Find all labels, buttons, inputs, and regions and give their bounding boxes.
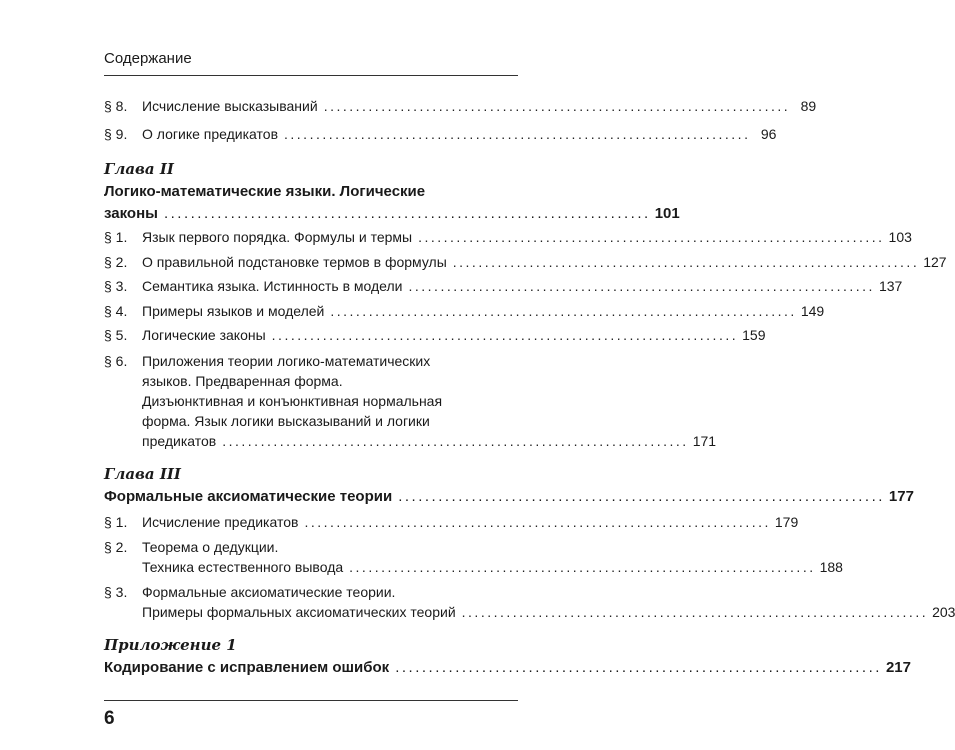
section-number: § 5. bbox=[104, 327, 128, 343]
toc-entry-ch2-section-3[interactable] bbox=[104, 276, 903, 296]
toc-entry-chapter-3[interactable] bbox=[104, 486, 914, 508]
section-title-line: Техника естественного вывода bbox=[142, 559, 344, 575]
section-number: § 8. bbox=[104, 98, 128, 114]
page-ref: 159 bbox=[742, 327, 766, 343]
page-ref: 149 bbox=[800, 303, 825, 319]
chapter-title-line: законы bbox=[104, 205, 158, 222]
section-title: Исчисление высказываний bbox=[142, 98, 318, 114]
section-number: § 2. bbox=[104, 539, 128, 555]
section-title: Язык первого порядка. Формулы и термы bbox=[142, 229, 413, 245]
header-title: Содержание bbox=[104, 50, 192, 67]
page-ref: 127 bbox=[923, 254, 947, 270]
toc-entry-chapter-2[interactable] bbox=[104, 181, 680, 225]
page-ref: 137 bbox=[878, 278, 903, 294]
toc-entry-ch2-section-5[interactable] bbox=[104, 325, 766, 345]
chapter-3-label: Глава III bbox=[104, 465, 181, 483]
toc-entry-ch2-section-6[interactable] bbox=[104, 351, 717, 451]
toc-entry-ch2-section-4[interactable] bbox=[104, 301, 825, 321]
chapter-2-label: Глава II bbox=[104, 160, 174, 178]
dot-leader: ......................................................................... bbox=[222, 433, 689, 449]
section-title-line: предикатов bbox=[142, 433, 217, 449]
dot-leader: ......................................................................... bbox=[418, 229, 885, 245]
chapter-title: Формальные аксиоматические теории bbox=[104, 488, 393, 505]
section-number: § 3. bbox=[104, 278, 128, 294]
page-ref: 171 bbox=[692, 433, 717, 449]
section-title-line: форма. Язык логики высказываний и логики bbox=[142, 413, 430, 429]
footer-rule bbox=[104, 700, 518, 701]
section-number: § 3. bbox=[104, 584, 128, 600]
header-rule bbox=[104, 75, 518, 76]
toc-entry-ch3-section-2[interactable] bbox=[104, 537, 843, 577]
dot-leader: ......................................................................... bbox=[349, 559, 816, 575]
section-title: Исчисление предикатов bbox=[142, 514, 299, 530]
section-title-line: Дизъюнктивная и конъюнктивная нормальная bbox=[142, 393, 443, 409]
page-ref: 217 bbox=[885, 659, 911, 676]
page-ref: 188 bbox=[819, 559, 843, 575]
page-ref: 89 bbox=[800, 98, 817, 114]
dot-leader: ......................................................................... bbox=[304, 514, 771, 530]
dot-leader: ......................................................................... bbox=[163, 205, 651, 222]
dot-leader: ......................................................................... bbox=[398, 488, 885, 505]
page-ref: 101 bbox=[654, 205, 680, 222]
section-number: § 9. bbox=[104, 126, 128, 142]
dot-leader: ......................................................................... bbox=[330, 303, 797, 319]
toc-entry-section-9[interactable] bbox=[104, 124, 777, 144]
section-title: Семантика языка. Истинность в модели bbox=[142, 278, 403, 294]
section-title-line: Формальные аксиоматические теории. bbox=[142, 584, 396, 600]
dot-leader: ......................................................................... bbox=[271, 327, 739, 343]
page-ref: 96 bbox=[760, 126, 777, 142]
appendix-title: Кодирование с исправлением ошибок bbox=[104, 659, 390, 676]
appendix-1-label: Приложение 1 bbox=[104, 636, 237, 654]
dot-leader: ......................................................................... bbox=[395, 659, 882, 676]
section-number: § 1. bbox=[104, 229, 128, 245]
page-ref: 179 bbox=[774, 514, 799, 530]
section-number: § 1. bbox=[104, 514, 128, 530]
dot-leader: ......................................................................... bbox=[461, 604, 929, 620]
section-title: О логике предикатов bbox=[142, 126, 279, 142]
section-title: О правильной подстановке термов в формулы bbox=[142, 254, 447, 270]
toc-entry-ch2-section-1[interactable] bbox=[104, 227, 912, 247]
toc-entry-appendix-1[interactable] bbox=[104, 657, 911, 679]
chapter-title-line: Логико-математические языки. Логические bbox=[104, 183, 426, 200]
toc-entry-ch3-section-3[interactable] bbox=[104, 582, 955, 622]
dot-leader: ......................................................................... bbox=[408, 278, 875, 294]
page-ref: 103 bbox=[888, 229, 912, 245]
page-ref: 177 bbox=[888, 488, 914, 505]
section-number: § 2. bbox=[104, 254, 128, 270]
toc-entry-ch3-section-1[interactable] bbox=[104, 512, 799, 532]
toc-entry-section-8[interactable] bbox=[104, 96, 817, 116]
page-number: 6 bbox=[104, 708, 115, 729]
section-number: § 6. bbox=[104, 353, 128, 369]
section-title: Примеры языков и моделей bbox=[142, 303, 325, 319]
section-title-line: Примеры формальных аксиоматических теорий bbox=[142, 604, 456, 620]
section-number: § 4. bbox=[104, 303, 128, 319]
page-ref: 203 bbox=[932, 604, 955, 620]
section-title: Логические законы bbox=[142, 327, 266, 343]
section-title-line: Приложения теории логико-математических bbox=[142, 353, 431, 369]
dot-leader: ......................................................................... bbox=[284, 126, 751, 142]
section-title-line: языков. Предваренная форма. bbox=[142, 373, 343, 389]
dot-leader: ......................................................................... bbox=[323, 98, 791, 114]
toc-entry-ch2-section-2[interactable] bbox=[104, 252, 947, 272]
dot-leader: ......................................................................... bbox=[452, 254, 920, 270]
section-title-line: Теорема о дедукции. bbox=[142, 539, 279, 555]
